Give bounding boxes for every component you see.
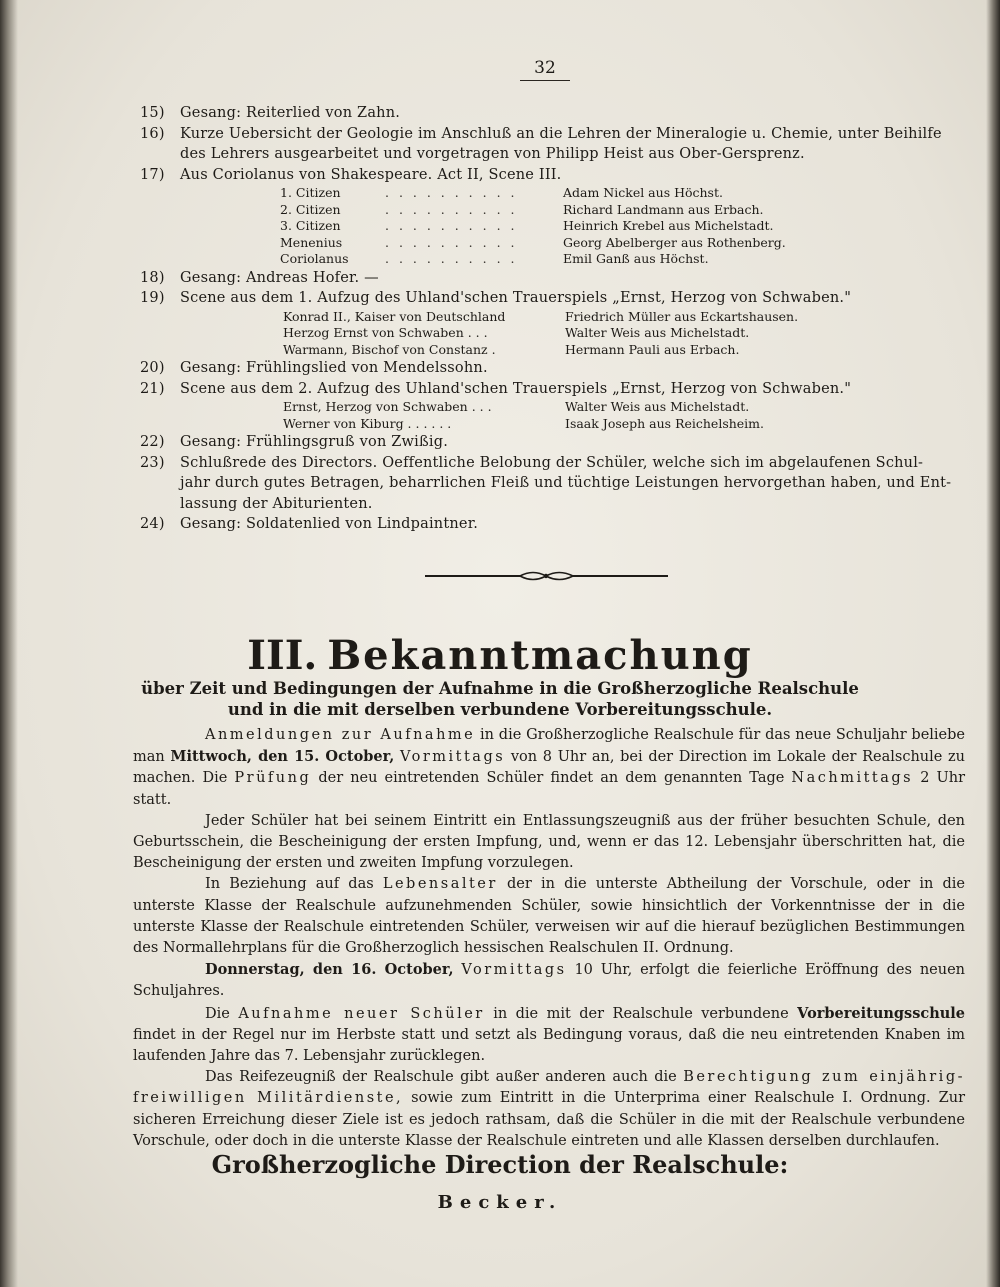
announcement-subtitle-1: über Zeit und Bedingungen der Aufnahme in die Großherzogliche Realschule: [141, 679, 859, 698]
program-item-24: 24) Gesang: Soldatenlied von Lindpaintner.: [140, 516, 479, 532]
program-item-18: 18) Gesang: Andreas Hofer. —: [140, 269, 379, 286]
program-item-23-cont: lassung der Abiturienten.: [180, 495, 373, 512]
announcement-title: III. Bekanntmachung: [247, 632, 753, 679]
program-item-21: 21) Scene aus dem 2. Aufzug des Uhland'schen Trauerspiels „Ernst, Herzog von Schwaben.": [140, 380, 852, 397]
page-number-rule: [520, 80, 570, 81]
paragraph-age: In Beziehung auf das Lebensalter der in die unterste Abtheilung der Vorschule, oder in die unterste Klasse der Realschule aufzunehmenden Schüler, sowie hinsichtlich der Vorkenntnisse der in die unterste Klasse der Realschule eintretenden Schüler, verweisen wir auf die hierauf bezüglichen Bestimmungen des Normallehrplans für die Großherzoglich hessischen Realschulen II. Ordnung.: [133, 876, 965, 957]
paragraph-opening: Donnerstag, den 16. October, Vormittags 10 Uhr, erfolgt die feierliche Eröffnung des neuen Schuljahres.: [133, 961, 965, 1000]
cast-row: 1. Citizen . . . . . . . . . . Adam Nickel aus Höchst.: [280, 185, 723, 200]
paragraph-certificate: Das Reifezeugniß der Realschule gibt außer anderen auch die Berechtigung zum einjährig-freiwilligen Militärdienste, sowie zum Eintritt in die Unterprima einer Realschule I. Ordnung. Zur sicheren Erreichung dieser Ziele ist es jedoch rathsam, daß die Schüler in die mit der Realschule verbundene Vorschule, oder doch in die unterste Klasse der Realschule eintreten und alle Klassen derselben durchlaufen.: [133, 1069, 966, 1149]
cast-row: Warmann, Bischof von Constanz . Hermann Pauli aus Erbach.: [283, 341, 740, 357]
program-item-16: 16) Kurze Uebersicht der Geologie im Anschluß an die Lehren der Mineralogie u. Chemie, unter Beihilfe: [140, 125, 942, 142]
paragraph-preparatory: Die Aufnahme neuer Schüler in die mit der Realschule verbundene Vorbereitungsschule findet in der Regel nur im Herbste statt und setzt als Bedingung voraus, daß die neu eintretenden Knaben im laufenden Jahre das 7. Lebensjahr zurücklegen.: [133, 1004, 966, 1065]
program-item-22: 22) Gesang: Frühlingsgruß von Zwißig.: [140, 434, 449, 450]
announcement-body: [133, 725, 965, 1152]
cast-row: Werner von Kiburg . . . . . . Isaak Joseph aus Reichelsheim.: [283, 415, 765, 431]
paragraph-registration: Anmeldungen zur Aufnahme in die Großherzogliche Realschule für das neue Schuljahr beliebe man Mittwoch, den 15. October, Vormittags von 8 Uhr an, bei der Direction im Lokale der Realschule zu machen. Die Prüfung der neu eintretenden Schüler findet an dem genannten Tage Nachmittags 2 Uhr statt.: [133, 727, 966, 808]
program-item-23: 23) Schlußrede des Directors. Oeffentliche Belobung der Schüler, welche sich im abgelaufenen Schul-: [140, 454, 924, 471]
cast-row: Konrad II., Kaiser von Deutschland Friedrich Müller aus Eckartshausen.: [283, 308, 799, 324]
program-item-19: 19) Scene aus dem 1. Aufzug des Uhland'schen Trauerspiels „Ernst, Herzog von Schwaben.": [140, 290, 852, 306]
program-item-17: 17) Aus Coriolanus von Shakespeare. Act II, Scene III.: [140, 166, 562, 183]
program-list: [140, 103, 970, 535]
page-number: 32: [534, 58, 556, 78]
program-item-23-cont: jahr durch gutes Betragen, beharrlichen Fleiß und tüchtige Leistungen hervorgethan haben, und Ent-: [180, 475, 952, 491]
signature-name: Becker.: [437, 1192, 563, 1213]
cast-row: 3. Citizen . . . . . . . . . . Heinrich Krebel aus Michelstadt.: [280, 218, 774, 233]
program-item-16-cont: des Lehrers ausgearbeitet und vorgetragen von Philipp Heist aus Ober-Gersprenz.: [180, 146, 805, 162]
announcement-subtitle-2: und in die mit derselben verbundene Vorbereitungsschule.: [227, 700, 773, 719]
cast-row: 2. Citizen . . . . . . . . . . Richard Landmann aus Erbach.: [280, 201, 764, 217]
paragraph-documents: Jeder Schüler hat bei seinem Eintritt ein Entlassungszeugniß aus der früher besuchten Schule, den Geburtsschein, die Bescheinigung der ersten Impfung, und, wenn er das 12. Lebensjahr überschritten hat, die Bescheinigung der ersten und zweiten Impfung vorzulegen.: [133, 812, 965, 872]
program-item-15: 15) Gesang: Reiterlied von Zahn.: [140, 105, 401, 121]
cast-row: Ernst, Herzog von Schwaben . . . Walter Weis aus Michelstadt.: [283, 399, 750, 414]
cast-row: Herzog Ernst von Schwaben . . . Walter Weis aus Michelstadt.: [283, 325, 750, 340]
ornament-divider-icon: [425, 568, 668, 584]
cast-row: Coriolanus . . . . . . . . . . Emil Ganß aus Höchst.: [280, 251, 709, 266]
program-item-20: 20) Gesang: Frühlingslied von Mendelssohn.: [140, 360, 488, 376]
cast-row: Menenius . . . . . . . . . . Georg Abelberger aus Rothenberg.: [280, 234, 786, 250]
signature-directorate: Großherzogliche Direction der Realschule:: [211, 1150, 789, 1179]
